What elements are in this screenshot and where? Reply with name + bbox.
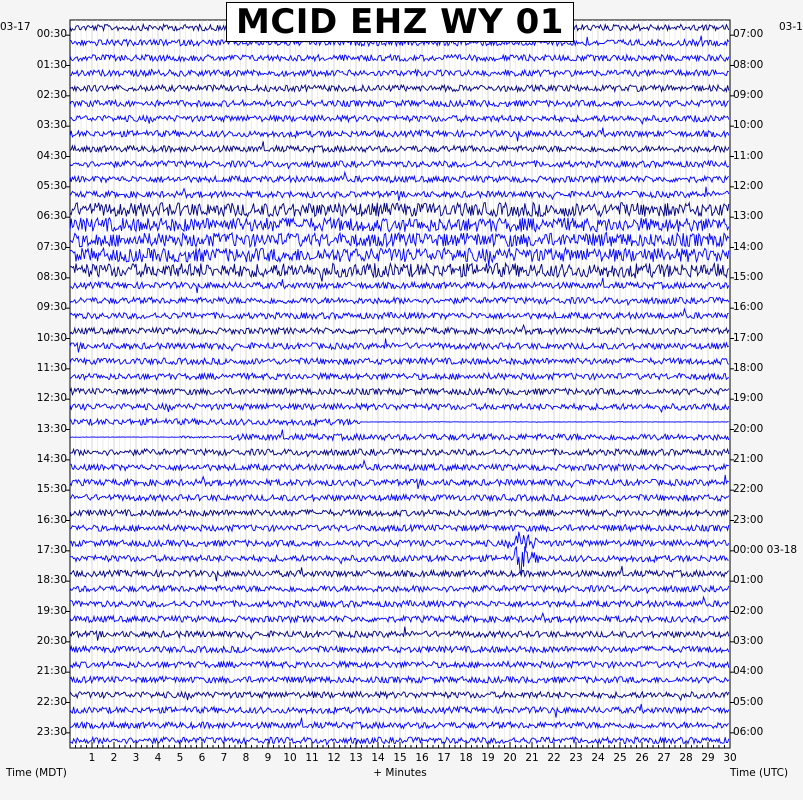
left-time-label: 23:30	[36, 725, 67, 738]
x-tick-label: 7	[220, 752, 228, 764]
left-time-label: 13:30	[36, 422, 67, 435]
left-time-label: 14:30	[36, 452, 67, 465]
left-time-label: 15:30	[36, 483, 67, 496]
right-time-label: 01:00	[733, 574, 764, 587]
right-time-label: 02:00	[733, 604, 764, 617]
right-time-label: 19:00	[733, 392, 764, 405]
x-tick-label: 28	[679, 752, 693, 764]
right-time-label: 23:00	[733, 513, 764, 526]
left-time-label: 22:30	[36, 695, 67, 708]
right-time-label: 03:00	[733, 634, 764, 647]
x-tick-label: 3	[132, 752, 140, 764]
left-time-label: 20:30	[36, 634, 67, 647]
right-time-label: 17:00	[733, 331, 764, 344]
x-tick-label: 6	[198, 752, 206, 764]
x-tick-label: 20	[503, 752, 517, 764]
left-time-label: 21:30	[36, 665, 67, 678]
left-time-label: 19:30	[36, 604, 67, 617]
x-tick-label: 8	[242, 752, 250, 764]
right-axis-label: Time (UTC)	[730, 767, 789, 779]
x-tick-label: 16	[415, 752, 429, 764]
right-time-label: 21:00	[733, 452, 764, 465]
right-time-label: 05:00	[733, 695, 764, 708]
left-time-label: 06:30	[36, 210, 67, 223]
left-time-label: 04:30	[36, 149, 67, 162]
left-time-label: 18:30	[36, 574, 67, 587]
right-time-label: 04:00	[733, 665, 764, 678]
x-tick-label: 15	[393, 752, 407, 764]
x-tick-label: 9	[264, 752, 272, 764]
x-tick-label: 21	[525, 752, 539, 764]
x-tick-label: 22	[547, 752, 561, 764]
x-tick-label: 25	[613, 752, 627, 764]
start-date-right: 03-1	[779, 21, 803, 33]
x-tick-label: 12	[327, 752, 341, 764]
left-time-label: 01:30	[36, 58, 67, 71]
right-time-label: 00:00 03-18	[733, 543, 798, 556]
left-time-label: 11:30	[36, 361, 67, 374]
left-time-label: 10:30	[36, 331, 67, 344]
right-time-label: 06:00	[733, 725, 764, 738]
x-tick-label: 2	[110, 752, 118, 764]
right-time-label: 15:00	[733, 270, 764, 283]
x-tick-label: 4	[154, 752, 162, 764]
right-time-label: 14:00	[733, 240, 764, 253]
x-tick-label: 11	[305, 752, 319, 764]
left-time-label: 00:30	[36, 28, 67, 41]
left-time-label: 08:30	[36, 270, 67, 283]
right-time-label: 18:00	[733, 361, 764, 374]
x-tick-label: 1	[88, 752, 96, 764]
x-tick-label: 24	[591, 752, 605, 764]
right-time-label: 22:00	[733, 483, 764, 496]
left-time-label: 03:30	[36, 119, 67, 132]
right-time-label: 09:00	[733, 88, 764, 101]
x-tick-label: 18	[459, 752, 473, 764]
x-tick-label: 30	[723, 752, 737, 764]
chart-title: MCID EHZ WY 01	[226, 2, 574, 42]
right-time-label: 16:00	[733, 301, 764, 314]
right-time-label: 08:00	[733, 58, 764, 71]
x-tick-label: 10	[283, 752, 297, 764]
left-time-label: 12:30	[36, 392, 67, 405]
left-time-label: 09:30	[36, 301, 67, 314]
left-axis-label: Time (MDT)	[6, 767, 67, 779]
right-time-label: 20:00	[733, 422, 764, 435]
x-tick-label: 29	[701, 752, 715, 764]
x-tick-label: 27	[657, 752, 671, 764]
x-tick-label: 5	[176, 752, 184, 764]
x-tick-label: 14	[371, 752, 385, 764]
right-time-label: 13:00	[733, 210, 764, 223]
x-tick-label: 23	[569, 752, 583, 764]
x-tick-label: 17	[437, 752, 451, 764]
x-tick-label: 26	[635, 752, 649, 764]
left-time-label: 07:30	[36, 240, 67, 253]
x-tick-label: 19	[481, 752, 495, 764]
start-date-left: 03-17	[0, 21, 31, 33]
left-time-label: 16:30	[36, 513, 67, 526]
right-time-label: 12:00	[733, 179, 764, 192]
bottom-axis-label: + Minutes	[373, 767, 427, 779]
right-time-label: 07:00	[733, 28, 764, 41]
right-time-label: 10:00	[733, 119, 764, 132]
left-time-label: 02:30	[36, 88, 67, 101]
left-time-label: 17:30	[36, 543, 67, 556]
right-time-label: 11:00	[733, 149, 764, 162]
x-tick-label: 13	[349, 752, 363, 764]
left-time-label: 05:30	[36, 179, 67, 192]
